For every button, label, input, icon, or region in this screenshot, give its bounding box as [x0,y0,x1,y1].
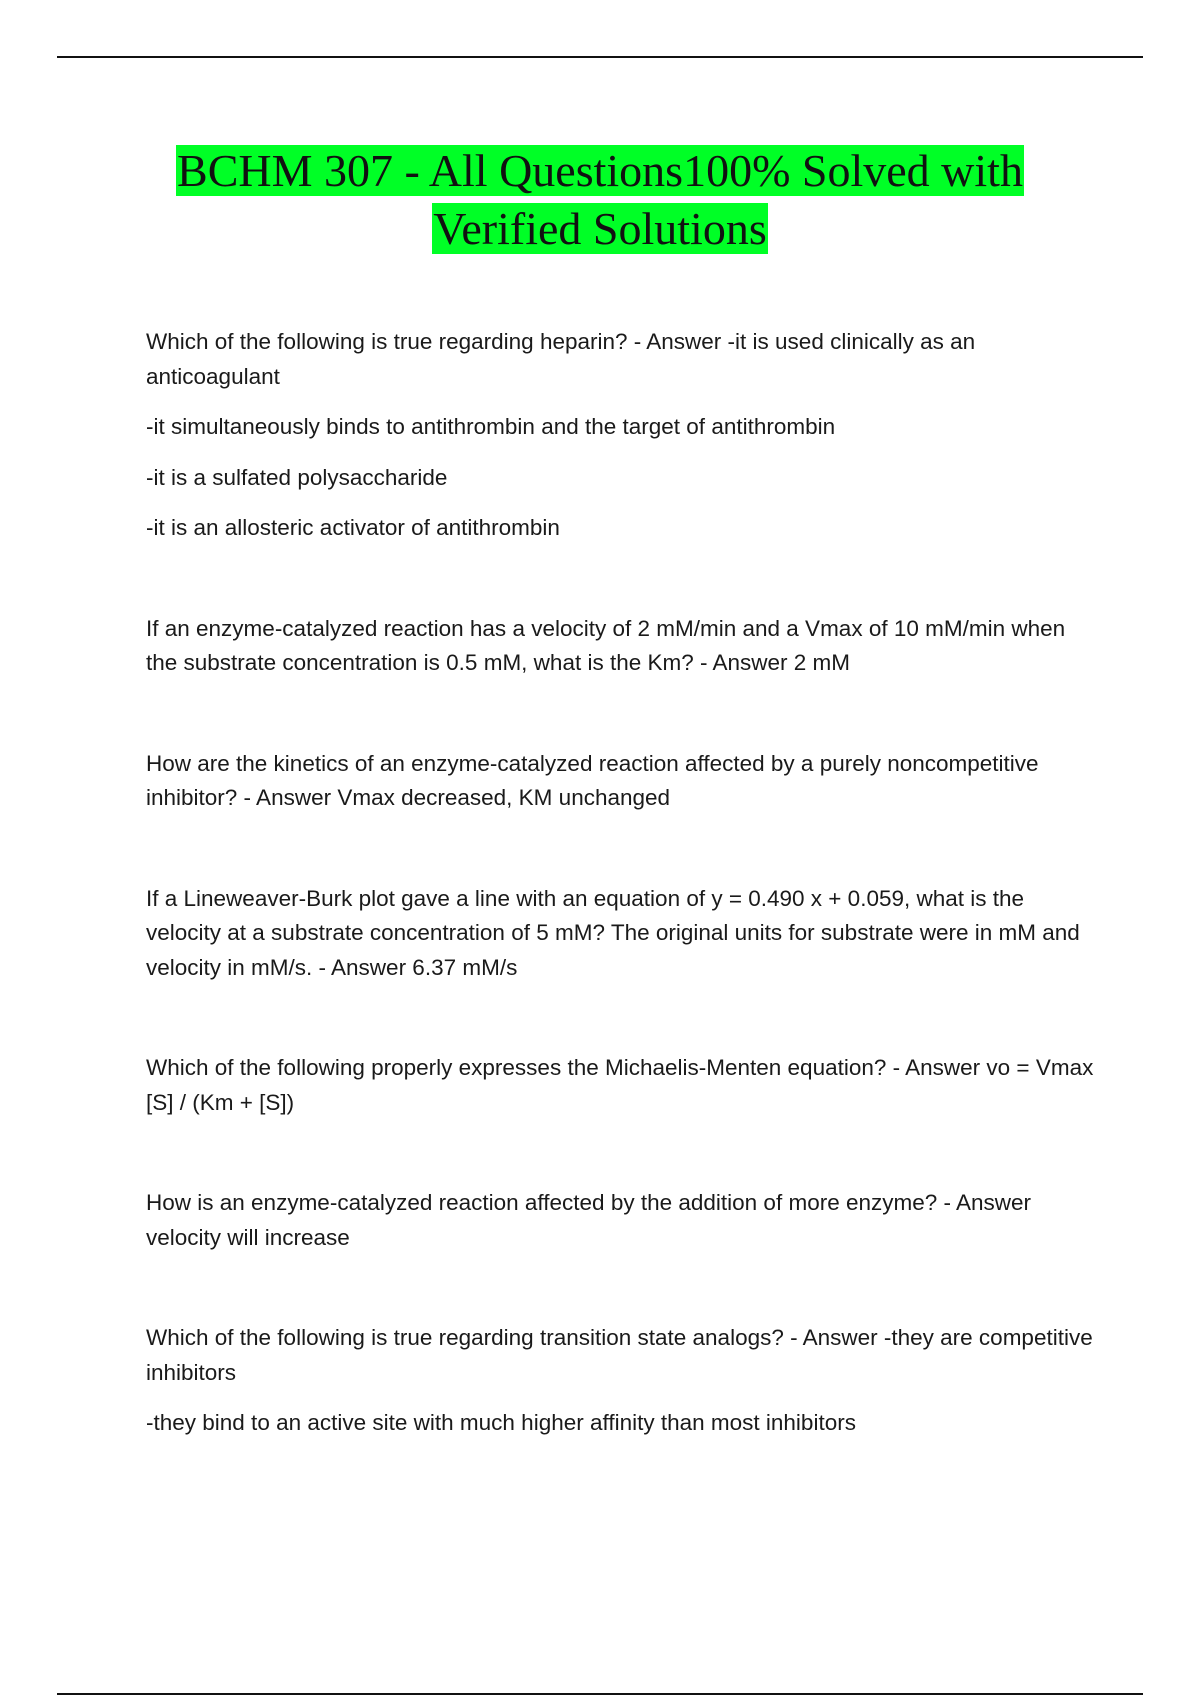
qa-item-3 [146,747,1096,816]
qa-item-6 [146,1186,1096,1255]
qa-text: How are the kinetics of an enzyme-catalyzed reaction affected by a purely noncompetitive inhibitor? - Answer Vmax decreased, KM unchanged [146,750,1039,810]
qa-item-1 [146,325,1096,546]
qa-item-2 [146,612,1096,681]
qa-text: -they bind to an active site with much higher affinity than most inhibitors [146,1410,856,1435]
qa-text: Which of the following properly expresses the Michaelis-Menten equation? - Answer vo = Vmax [S] / (Km + [S]) [146,1055,1094,1115]
qa-item-7 [146,1321,1096,1441]
qa-text: If an enzyme-catalyzed reaction has a velocity of 2 mM/min and a Vmax of 10 mM/min when the substrate concentration is 0.5 mM, what is the Km? - Answer 2 mM [146,615,1066,675]
qa-text: Which of the following is true regarding heparin? - Answer -it is used clinically as an anticoagulant [146,329,976,389]
qa-text: If a Lineweaver-Burk plot gave a line with an equation of y = 0.490 x + 0.059, what is the velocity at a substrate concentration of 5 mM? The original units for substrate were in mM and velocity in mM/s. - Answer 6.37 mM/s [146,885,1080,980]
title-line-1: BCHM 307 - All Questions100% Solved with [177,145,1023,196]
qa-text: -it simultaneously binds to antithrombin and the target of antithrombin [146,414,836,439]
qa-list [146,325,1096,1457]
qa-text: Which of the following is true regarding transition state analogs? - Answer -they are competitive inhibitors [146,1325,1093,1385]
qa-text: -it is an allosteric activator of antithrombin [146,515,560,540]
title-line-2: Verified Solutions [433,203,767,254]
qa-item-5 [146,1051,1096,1120]
document-title [120,142,1080,258]
bottom-rule [57,1693,1143,1695]
top-rule [57,56,1143,58]
qa-text: -it is a sulfated polysaccharide [146,464,448,490]
qa-item-4 [146,882,1096,986]
qa-text: How is an enzyme-catalyzed reaction affected by the addition of more enzyme? - Answer velocity will increase [146,1190,1032,1250]
